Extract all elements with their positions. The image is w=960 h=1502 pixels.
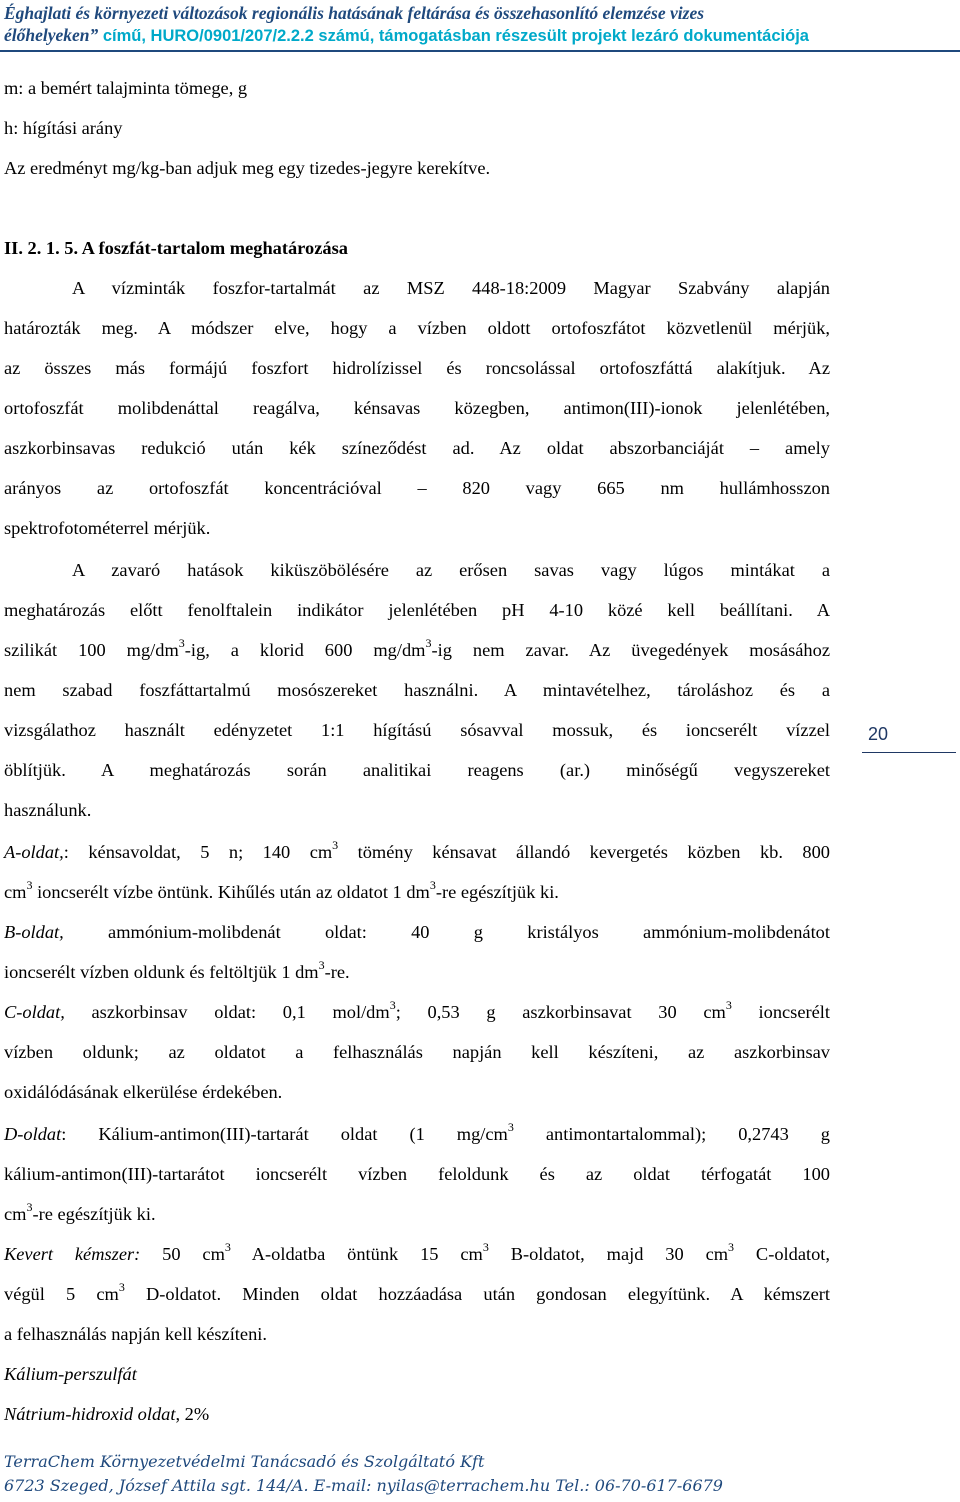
reagent-d-label: D-oldat: [4, 1124, 62, 1144]
page-number-rule: [862, 752, 956, 753]
mixed-reagent-line: a felhasználás napján kell készíteni.: [4, 1324, 267, 1344]
paragraph-line: A zavaró hatások kiküszöbölésére az erősen savas vagy lúgos mintákat a: [72, 560, 830, 580]
paragraph-line: nem szabad foszfáttartalmú mosószereket használni. A mintavételhez, tároláshoz és a: [4, 680, 830, 700]
paragraph-line: határozták meg. A módszer elve, hogy a vízben oldott ortofoszfátot közvetlenül mérjük,: [4, 318, 830, 338]
document-header: [4, 2, 954, 47]
paragraph-line: spektrofotométerrel mérjük.: [4, 518, 211, 538]
mixed-reagent-label: Kevert kémszer:: [4, 1244, 141, 1264]
mixed-reagent-line: végül 5 $cm^3$ D-oldatot. Minden oldat hozzáadása után gondosan elegyítünk. A kémszert: [4, 1280, 830, 1304]
sodium-hydroxide-line: Nátrium-hidroxid oldat, 2%: [4, 1404, 210, 1424]
header-divider: [0, 50, 960, 52]
reagent-c-line: oxidálódásának elkerülése érdekében.: [4, 1082, 283, 1102]
definition-h: h: hígítási arány: [4, 118, 123, 138]
paragraph-line: szilikát 100 $mg/dm^3-ig$, a klorid 600 $mg/dm^3-ig$ nem zavar. Az üvegedények mosásához: [4, 636, 830, 660]
reagent-a-label: A-oldat,: [4, 842, 64, 862]
reagent-a-line: A-oldat,: kénsavoldat, 5 n; 140 $cm^3$ tömény kénsavat állandó kevergetés közben kb. 800: [4, 838, 830, 862]
reagent-b-label: B-oldat,: [4, 922, 64, 942]
reagent-c-line: vízben oldunk; az oldatot a felhasználás napján kell készíteni, az aszkorbinsav: [4, 1042, 830, 1062]
paragraph-line: az összes más formájú foszfort hidrolízissel és roncsolással ortofoszfáttá alakítjuk. Az: [4, 358, 830, 378]
header-project-info: című, HURO/0901/207/2.2.2 számú, támogatásban részesült projekt lezáró dokumentációja: [98, 27, 809, 45]
reagent-d-line: D-oldat: Kálium-antimon(III)-tartarát oldat (1 $mg/cm^3$ antimontartalommal); 0,2743 g: [4, 1120, 830, 1144]
footer-company: TerraChem Környezetvédelmi Tanácsadó és Szolgáltató Kft: [4, 1452, 485, 1471]
definition-m: m: a bemért talajminta tömege, g: [4, 78, 248, 98]
paragraph-line: öblítjük. A meghatározás során analitikai reagens (ar.) minőségű vegyszereket: [4, 760, 830, 780]
paragraph-line: vizsgálathoz használt edényzetet 1:1 hígítású sósavval mossuk, és ioncserélt vízzel: [4, 720, 830, 740]
footer-contact: 6723 Szeged, József Attila sgt. 144/A. E-mail: nyilas@terrachem.hu Tel.: 06-70-617-6679: [4, 1476, 723, 1495]
reagent-c-label: C-oldat,: [4, 1002, 65, 1022]
paragraph-line: ortofoszfát molibdenáttal reagálva, kénsavas közegben, antimon(III)-ionok jelenlétében,: [4, 398, 830, 418]
result-note: Az eredményt mg/kg-ban adjuk meg egy tizedes-jegyre kerekítve.: [4, 158, 491, 178]
paragraph-line: arányos az ortofoszfát koncentrációval – 820 vagy 665 nm hullámhosszon: [4, 478, 830, 498]
page-number: 20: [868, 724, 889, 744]
reagent-b-line: B-oldat, ammónium-molibdenát oldat: 40 g kristályos ammónium-molibdenátot: [4, 922, 830, 942]
reagent-c-line: C-oldat, aszkorbinsav oldat: 0,1 mol/$dm^3$; 0,53 g aszkorbinsavat 30 $cm^3$ ioncserélt: [4, 998, 830, 1022]
paragraph-line: A vízminták foszfor-tartalmát az MSZ 448-18:2009 Magyar Szabvány alapján: [72, 278, 830, 298]
paragraph-line: aszkorbinsavas redukció után kék színeződést ad. Az oldat abszorbanciáját – amely: [4, 438, 830, 458]
reagent-d-line: kálium-antimon(III)-tartarátot ioncserélt vízben feloldunk és az oldat térfogatát 100: [4, 1164, 830, 1184]
mixed-reagent-line: Kevert kémszer: 50 $cm^3$ A-oldatba öntünk 15 $cm^3$ B-oldatot, majd 30 $cm^3$ C-oldatot,: [4, 1240, 830, 1264]
potassium-persulfate-label: Kálium-perszulfát: [4, 1364, 137, 1384]
header-title-part1: Éghajlati és környezeti változások regionális hatásának feltárása és összehasonlító elemzése vizes: [4, 3, 705, 23]
section-heading: II. 2. 1. 5. A foszfát-tartalom meghatározása: [4, 238, 348, 258]
paragraph-line: használunk.: [4, 800, 92, 820]
reagent-b-line: ioncserélt vízben oldunk és feltöltjük 1 $dm^3-re$.: [4, 958, 350, 982]
reagent-a-line: $cm^3$ ioncserélt vízbe öntünk. Kihűlés után az oldatot 1 $dm^3-re$ egészítjük ki.: [4, 878, 559, 902]
reagent-d-line: $cm^3-re$ egészítjük ki.: [4, 1200, 156, 1224]
paragraph-line: meghatározás előtt fenolftalein indikátor jelenlétében pH 4-10 közé kell beállítani. A: [4, 600, 830, 620]
header-title-part2: élőhelyeken”: [4, 25, 99, 45]
